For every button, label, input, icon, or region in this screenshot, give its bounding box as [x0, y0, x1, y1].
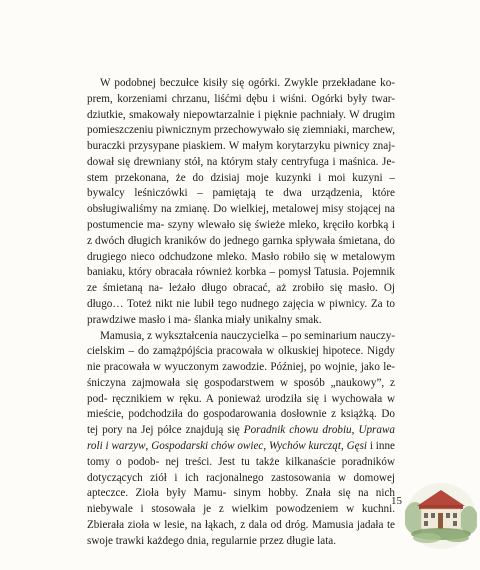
text-line: stem przekonana, że do dzisiaj moje kuzynki i moi kuzyni – bywalcy — [87, 171, 395, 200]
text-line: dował się drewniany stół, na którym stały centryfuga i maśnica. Je- — [87, 155, 395, 168]
text-fragment: , — [351, 424, 359, 437]
text-line: dróg. Mamusia jadała te swoje trawki każdego dnia, regularnie przez — [87, 518, 395, 547]
paragraph — [87, 329, 395, 550]
text-line: leżało długo obracać, aż zrobiło się masło. Oj długo… Toteż nikt nie — [87, 282, 396, 310]
text-line: nej treści. Jest tu także kilkanaście poradników dotyczących ziół i ich — [87, 455, 395, 484]
book-title: Uprawa roli i warzyw — [87, 424, 395, 452]
text-line: Jej półce znajdują się — [141, 424, 244, 437]
text-line: pomieszczeniu piwnicznym przechowywało się ziemniaki, marchew, — [87, 124, 395, 137]
text-line: racjonalnego zastosowania w domowej apteczce. Zioła były Mamu- — [87, 471, 395, 500]
text-line: leśniczówki – pamiętają te dwa urządzenia, które obsługiwaliśmy na — [87, 187, 395, 216]
text-line: W podobnej beczułce kisiły się ogórki. Zwykle przekładane ko- — [100, 77, 395, 89]
text-line: sinym hobby. Znała się na nich niebywale i stosowała je z wielkim — [87, 487, 395, 516]
book-title: Poradnik chowu drobiu — [243, 424, 352, 437]
book-title: Gospodarski chów owiec — [151, 439, 264, 452]
page-number: 15 — [391, 495, 402, 507]
text-line: szyny wlewało się świeże mleko, kręciło korbką i z dwóch długich — [87, 219, 395, 247]
text-line: lubił tego nudnego zajęcia w piwnicy. Za to prawdziwe masło i ma- — [87, 297, 395, 326]
text-line: odchudzone mleko. Masło robiło się w metalowym baniaku, który — [87, 250, 396, 279]
text-fragment: , — [340, 439, 347, 452]
text-fragment: , — [145, 439, 149, 452]
book-title: Gęsi — [346, 439, 367, 452]
text-line: dziutkie, smakowały niepowtarzalnie i pięknie pachniały. W drugim — [87, 108, 395, 121]
paragraph — [87, 76, 395, 329]
text-fragment: i inne tomy o podob- — [87, 439, 395, 468]
text-line: podchodziła do gospodarowania dosłownie z książką. Do tej pory na — [87, 408, 395, 437]
text-line: nie pracowała w wyuczonym zawodzie. Później, po wojnie, jako le- — [87, 361, 395, 374]
text-line: obracała również korbka – pomysł Tatusia. Pojemnik ze śmietaną na- — [87, 266, 395, 295]
house-watercolor-icon — [405, 476, 477, 550]
text-line: ręcznikiem w ręku. A ponieważ urodziła się i wychowała w mieście, — [87, 392, 395, 421]
text-line: śniczyna zajmowała się gospodarstwem w sposób „naukowy”, z pod- — [87, 376, 395, 405]
text-line: powodzeniem w kuchni. Zbierała zioła w lesie, na łąkach, z dala od — [87, 503, 395, 531]
text-line: zmianę. Do wielkiej, metalowej misy stojącej na postumencie ma- — [87, 203, 395, 232]
text-line: prem, korzeniami chrzanu, liśćmi dębu i wiśni. Ogórki były twar- — [87, 92, 395, 105]
text-line: ślanka miały unikalny smak. — [194, 313, 322, 326]
text-line: Mamusia, z wykształcenia nauczycielka – po seminarium nauczy- — [100, 329, 395, 342]
text-line: buraczki przysypane piaskiem. W małym korytarzyku piwnicy znaj- — [87, 140, 395, 153]
book-title: Wychów kurcząt — [268, 439, 341, 452]
text-line: cielskim – do zamążpójścia pracowała w olkuskiej hipotece. Nigdy — [87, 345, 395, 358]
body-text — [87, 76, 395, 549]
text-line: długie lata. — [286, 534, 337, 547]
text-fragment: , — [263, 439, 269, 452]
text-line: kraników do jednego garnka spływała śmietana, do drugiego nieco — [87, 234, 395, 263]
